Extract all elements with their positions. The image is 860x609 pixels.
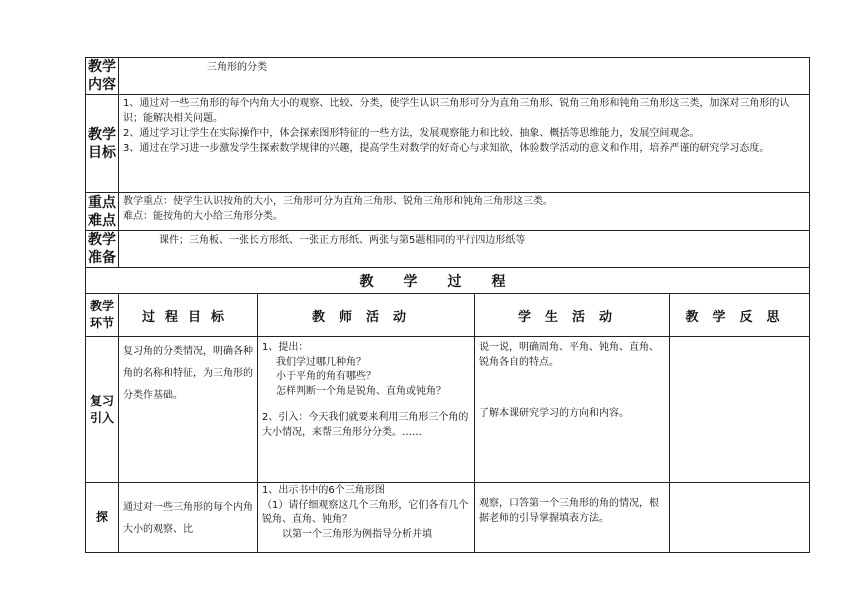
prep-label: 教学 准备 (86, 231, 119, 268)
goals-label: 教学 目标 (86, 95, 119, 193)
row-teacher: 1、提出： 我们学过哪几种角？ 小于平角的角有哪些？ 怎样判断一个角是锐角、直角或钝角？ 2、引入：今天我们就要来利用三角形三个角的大小情况，来帮三角形分分类。…… (258, 337, 475, 483)
goal-item: 1、通过对一些三角形的每个内角大小的观察、比较、分类，使学生认识三角形可分为直角三角形、锐角三角形和钝角三角形这三类，加深对三角形的认识；能解决相关问题。 (123, 98, 790, 124)
col-reflection-header: 教学反思 (670, 294, 810, 337)
content-value: 三角形的分类 (119, 58, 810, 95)
row-teacher: 1、出示书中的6个三角形图 （1）请仔细观察这几个三角形，它们各有几个锐角、直角、钝角？ 以第一个三角形为例指导分析并填 (258, 483, 475, 553)
col-goal-header: 过程目标 (119, 294, 258, 337)
col-teacher-header: 教师活动 (258, 294, 475, 337)
content-label: 教学 内容 (86, 58, 119, 95)
key-point-text: 教学重点：使学生认识按角的大小，三角形可分为直角三角形、锐角三角形和钝角三角形这三类。 (123, 196, 553, 207)
key-points-label: 重点 难点 (86, 193, 119, 231)
table-row (86, 337, 810, 483)
row-student: 观察，口答第一个三角形的角的情况，根据老师的引导掌握填表方法。 (475, 483, 670, 553)
col-stage-header: 教学 环节 (86, 294, 119, 337)
process-title: 教学过程 (86, 268, 810, 294)
row-student: 说一说，明确周角、平角、钝角、直角、锐角各自的特点。 了解本课研究学习的方向和内容。 (475, 337, 670, 483)
row-goal: 通过对一些三角形的每个内角大小的观察、比 (119, 483, 258, 553)
row-goal: 复习角的分类情况，明确各种角的名称和特征，为三角形的分类作基础。 (119, 337, 258, 483)
row-reflection (670, 483, 810, 553)
goals-list (119, 95, 810, 193)
goal-item: 3、通过在学习进一步激发学生探索数学规律的兴趣，提高学生对数学的好奇心与求知欲，体验数学活动的意义和作用，培养严谨的研究学习态度。 (123, 143, 770, 154)
row-stage: 复习 引入 (86, 337, 119, 483)
row-reflection (670, 337, 810, 483)
lesson-plan-table (85, 57, 810, 553)
difficulty-text: 难点：能按角的大小给三角形分类。 (123, 211, 283, 222)
key-points-value (119, 193, 810, 231)
col-student-header: 学生活动 (475, 294, 670, 337)
row-stage: 探 (86, 483, 119, 553)
goal-item: 2、通过学习让学生在实际操作中，体会探索图形特征的一些方法，发展观察能力和比较、抽象、概括等思维能力，发展空间观念。 (123, 128, 700, 139)
prep-value: 课件；三角板、一张长方形纸、一张正方形纸、两张与第5题相同的平行四边形纸等 (119, 231, 810, 268)
table-row (86, 483, 810, 553)
